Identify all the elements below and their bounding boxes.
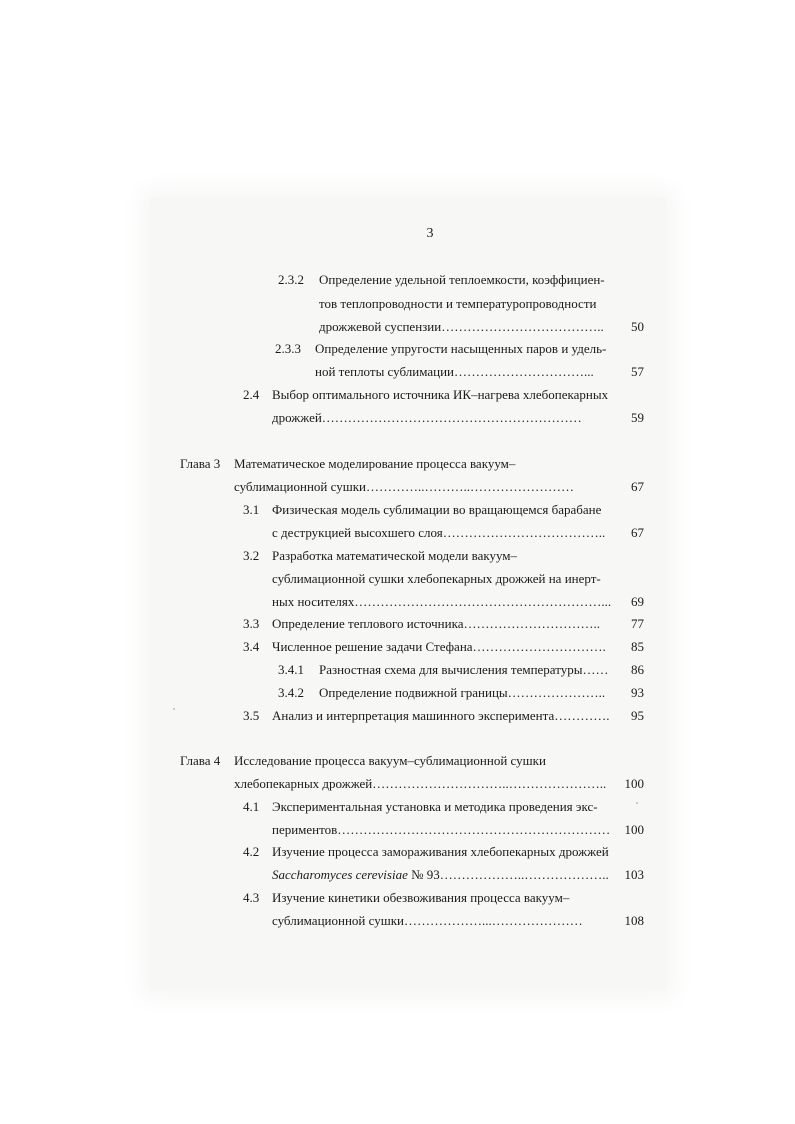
toc-entry-2-4-page: 59 [631,410,644,425]
toc-entry-3-3-page: 77 [631,616,644,631]
toc-entry-3-1-page: 67 [631,525,644,540]
toc-entry-3-4-2-line-1: Определение подвижной границы………………….. [319,685,606,700]
toc-entry-2-4-line-2: дрожжей…………………………………………………… [272,410,582,425]
toc-entry-3-1-line-1: Физическая модель сублимации во вращающемся барабане [272,502,602,517]
toc-entry-3-2-line-2: сублимационной сушки хлебопекарных дрожжей на инерт- [272,571,601,586]
chapter-4-label: Глава 4 [180,753,221,768]
toc-entry-4-2-number: 4.2 [243,844,260,859]
toc-entry-3-2-page: 69 [631,594,644,609]
toc-entry-4-3-line-1: Изучение кинетики обезвоживания процесса вакуум– [272,890,570,905]
page-number: 3 [426,226,434,241]
chapter-4-title-line-2: хлебопекарных дрожжей…………………………..………………….. [234,776,607,791]
toc-entry-3-4-2-number: 3.4.2 [278,685,304,700]
toc-entry-4-3-line-2: сублимационной сушки………………...………………… [272,913,583,928]
toc-entry-3-4-page: 85 [631,639,644,654]
toc-entry-2-3-2-line-2: тов теплопроводности и температуропроводности [319,296,597,311]
toc-entry-2-3-3-number: 2.3.3 [275,341,301,356]
chapter-3-title-line-2: сублимационной сушки…………..………..…………………… [234,479,574,494]
toc-entry-3-5-page: 95 [631,708,644,723]
toc-entry-2-4-line-1: Выбор оптимального источника ИК–нагрева хлебопекарных [272,387,609,402]
toc-entry-3-4-1-page: 86 [631,662,644,677]
toc-entry-3-2-number: 3.2 [243,548,260,563]
toc-entry-4-2-line-1: Изучение процесса замораживания хлебопекарных дрожжей [272,844,609,859]
toc-entry-3-3-number: 3.3 [243,616,260,631]
species-name: Saccharomyces cerevisiae [272,867,408,882]
toc-entry-4-2-page: 103 [624,867,644,882]
toc-entry-3-5-line-1: Анализ и интерпретация машинного эксперимента…………. [272,708,610,723]
toc-entry-2-3-2-line-1: Определение удельной теплоемкости, коэффициен- [319,272,605,287]
toc-entry-3-2-line-1: Разработка математической модели вакуум– [272,548,518,563]
toc-entry-3-4-2-page: 93 [631,685,644,700]
toc-entry-2-3-2-page: 50 [631,319,644,334]
chapter-3-label: Глава 3 [180,456,221,471]
toc-entry-3-4-1-number: 3.4.1 [278,662,304,677]
toc-entry-3-1-line-2: с деструкцией высохшего слоя……………………………….. [272,525,606,540]
chapter-4-title-line-1: Исследование процесса вакуум–сублимационной сушки [234,753,546,768]
toc-entry-4-1-line-2: периментов……………………………………………………… [272,822,611,837]
toc-entry-3-5-number: 3.5 [243,708,260,723]
toc-entry-2-3-2-number: 2.3.2 [278,272,304,287]
toc-entry-2-3-3-line-2: ной теплоты сублимации…………………………... [315,364,594,379]
toc-entry-4-2-line-2 [272,867,609,883]
toc-entry-3-3-line-1: Определение теплового источника………………………….. [272,616,600,631]
chapter-4-page: 100 [624,776,644,791]
toc-entry-3-4-line-1: Численное решение задачи Стефана…………………………. [272,639,606,654]
toc-entry-4-3-number: 4.3 [243,890,260,905]
toc-entry-4-2-line-2-rest: № 93………………..……………….. [407,867,609,882]
scan-speck [173,708,175,710]
toc-entry-2-3-3-page: 57 [631,364,644,379]
chapter-3-title-line-1: Математическое моделирование процесса вакуум– [234,456,516,471]
toc-entry-2-3-2-line-3: дрожжевой суспензии……………………………….. [319,319,604,334]
toc-entry-3-1-number: 3.1 [243,502,260,517]
toc-entry-3-4-number: 3.4 [243,639,260,654]
toc-entry-3-4-1-line-1: Разностная схема для вычисления температуры…… [319,662,609,677]
toc-entry-3-2-line-3: ных носителях…………………………………………………... [272,594,612,609]
toc-entry-4-3-page: 108 [624,913,644,928]
toc-entry-2-4-number: 2.4 [243,387,260,402]
toc-entry-4-1-line-1: Экспериментальная установка и методика проведения экс- [272,799,598,814]
chapter-3-page: 67 [631,479,644,494]
toc-entry-4-1-page: 100 [624,822,644,837]
toc-entry-2-3-3-line-1: Определение упругости насыщенных паров и удель- [315,341,607,356]
scan-speck [636,802,638,804]
toc-entry-4-1-number: 4.1 [243,799,260,814]
